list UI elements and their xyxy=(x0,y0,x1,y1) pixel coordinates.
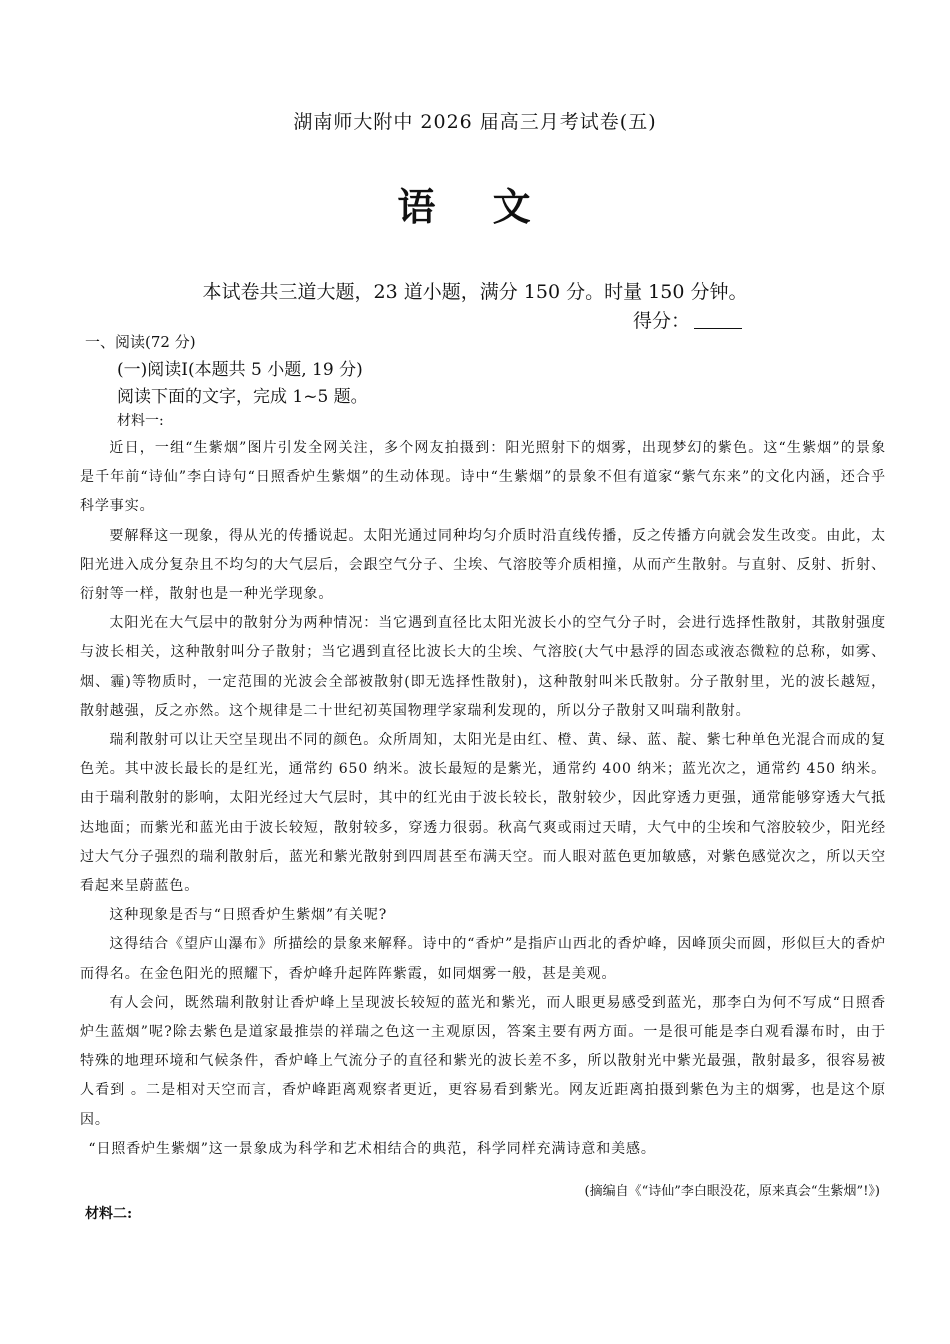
section-subheading: (一)阅读Ⅰ(本题共 5 小题, 19 分) xyxy=(117,360,363,380)
reading-instruction: 阅读下面的文字，完成 1~5 题。 xyxy=(117,387,368,407)
exam-title: 湖南师大附中 2026 届高三月考试卷(五) xyxy=(293,111,657,133)
score-label: 得分： xyxy=(632,310,690,332)
paragraph: 近日，一组“生紫烟”图片引发全网关注，多个网友拍摄到：阳光照射下的烟雾，出现梦幻的紫色。这“生紫烟”的景象是千年前“诗仙”李白诗句“日照香炉生紫烟”的生动体现。诗中“生紫烟”的景象不但有道家“紫气东来”的文化内涵，还合乎科学事实。 xyxy=(80,440,886,515)
paragraph: 瑞利散射可以让天空呈现出不同的颜色。众所周知，太阳光是由红、橙、黄、绿、蓝、靛、紫七种单色光混合而成的复色羌。其中波长最长的是红光，通常约 650 纳米。波长最短的是紫光，通常约 400 纳米；蓝光次之，通常约 450 纳米。由于瑞利散射的影响，太阳光经过大气层时，其中的红光由于波长较长，散射较少，因此穿透力更强，通常能够穿透大气抵达地面；而紫光和蓝光由于波长较短，散射较多，穿透力很弱。秋高气爽或雨过天晴，大气中的尘埃和气溶胶较少，阳光经过大气分子强烈的瑞利散射后，蓝光和紫光散射到四周甚至布满天空。而人眼对蓝色更加敏感，对紫色感觉次之，所以天空看起来呈蔚蓝色。 xyxy=(80,732,886,895)
paragraph: 太阳光在大气层中的散射分为两种情况：当它遇到直径比太阳光波长小的空气分子时，会进行选择性散射，其散射强度与波长相关，这种散射叫分子散射；当它遇到直径比波长大的尘埃、气溶胶(大气中悬浮的固态或液态微粒的总称，如雾、烟、霾)等物质时，一定范围的光波会全部被散射(即无选择性散射)，这种散射叫米氏散射。分子散射里，光的波长越短，散射越强，反之亦然。这个规律是二十世纪初英国物理学家瑞利发现的，所以分子散射又叫瑞利散射。 xyxy=(80,615,886,719)
source-citation: (摘编自《“诗仙”李白眼没花，原来真会“生紫烟”!》) xyxy=(584,1184,880,1199)
score-blank xyxy=(694,310,742,329)
material1-label: 材料一: xyxy=(117,413,164,429)
exam-intro: 本试卷共三道大题，23 道小题，满分 150 分。时量 150 分钟。 xyxy=(202,281,748,303)
material1-text xyxy=(80,434,886,1164)
subject-title: 语 文 xyxy=(397,184,553,229)
section-heading: 一、阅读(72 分) xyxy=(85,333,196,351)
score-field xyxy=(633,306,742,333)
paragraph: “日照香炉生紫烟”这一景象成为科学和艺术相结合的典范，科学同样充满诗意和美感。 xyxy=(88,1140,656,1157)
paragraph: 这得结合《望庐山瀑布》所描绘的景象来解释。诗中的“香炉”是指庐山西北的香炉峰，因峰顶尖而圆，形似巨大的香炉而得名。在金色阳光的照耀下，香炉峰升起阵阵紫霞，如同烟雾一般，甚是美观。 xyxy=(80,936,886,982)
material2-label: 材料二: xyxy=(85,1206,133,1222)
paragraph: 要解释这一现象，得从光的传播说起。太阳光通过同种均匀介质时沿直线传播，反之传播方向就会发生改变。由此，太阳光进入成分复杂且不均匀的大气层后，会跟空气分子、尘埃、气溶胶等介质相撞，从而产生散射。与直射、反射、折射、衍射等一样，散射也是一种光学现象。 xyxy=(80,527,886,603)
paragraph: 这种现象是否与“日照香炉生紫烟”有关呢? xyxy=(109,907,388,924)
paragraph: 有人会问，既然瑞利散射让香炉峰上呈现波长较短的蓝光和紫光，而人眼更易感受到蓝光，那李白为何不写成“日照香炉生蓝烟”呢?除去紫色是道家最推崇的祥瑞之色这一主观原因，答案主要有两方面。一是很可能是李白观看瀑布时，由于特殊的地理环境和气候条件，香炉峰上气流分子的直径和紫光的波长差不多，所以散射光中紫光最强，散射最多，很容易被人看到 。二是相对天空而言，香炉峰距离观察者更近，更容易看到紫光。网友近距离拍摄到紫色为主的烟雾，也是这个原因。 xyxy=(80,994,886,1128)
